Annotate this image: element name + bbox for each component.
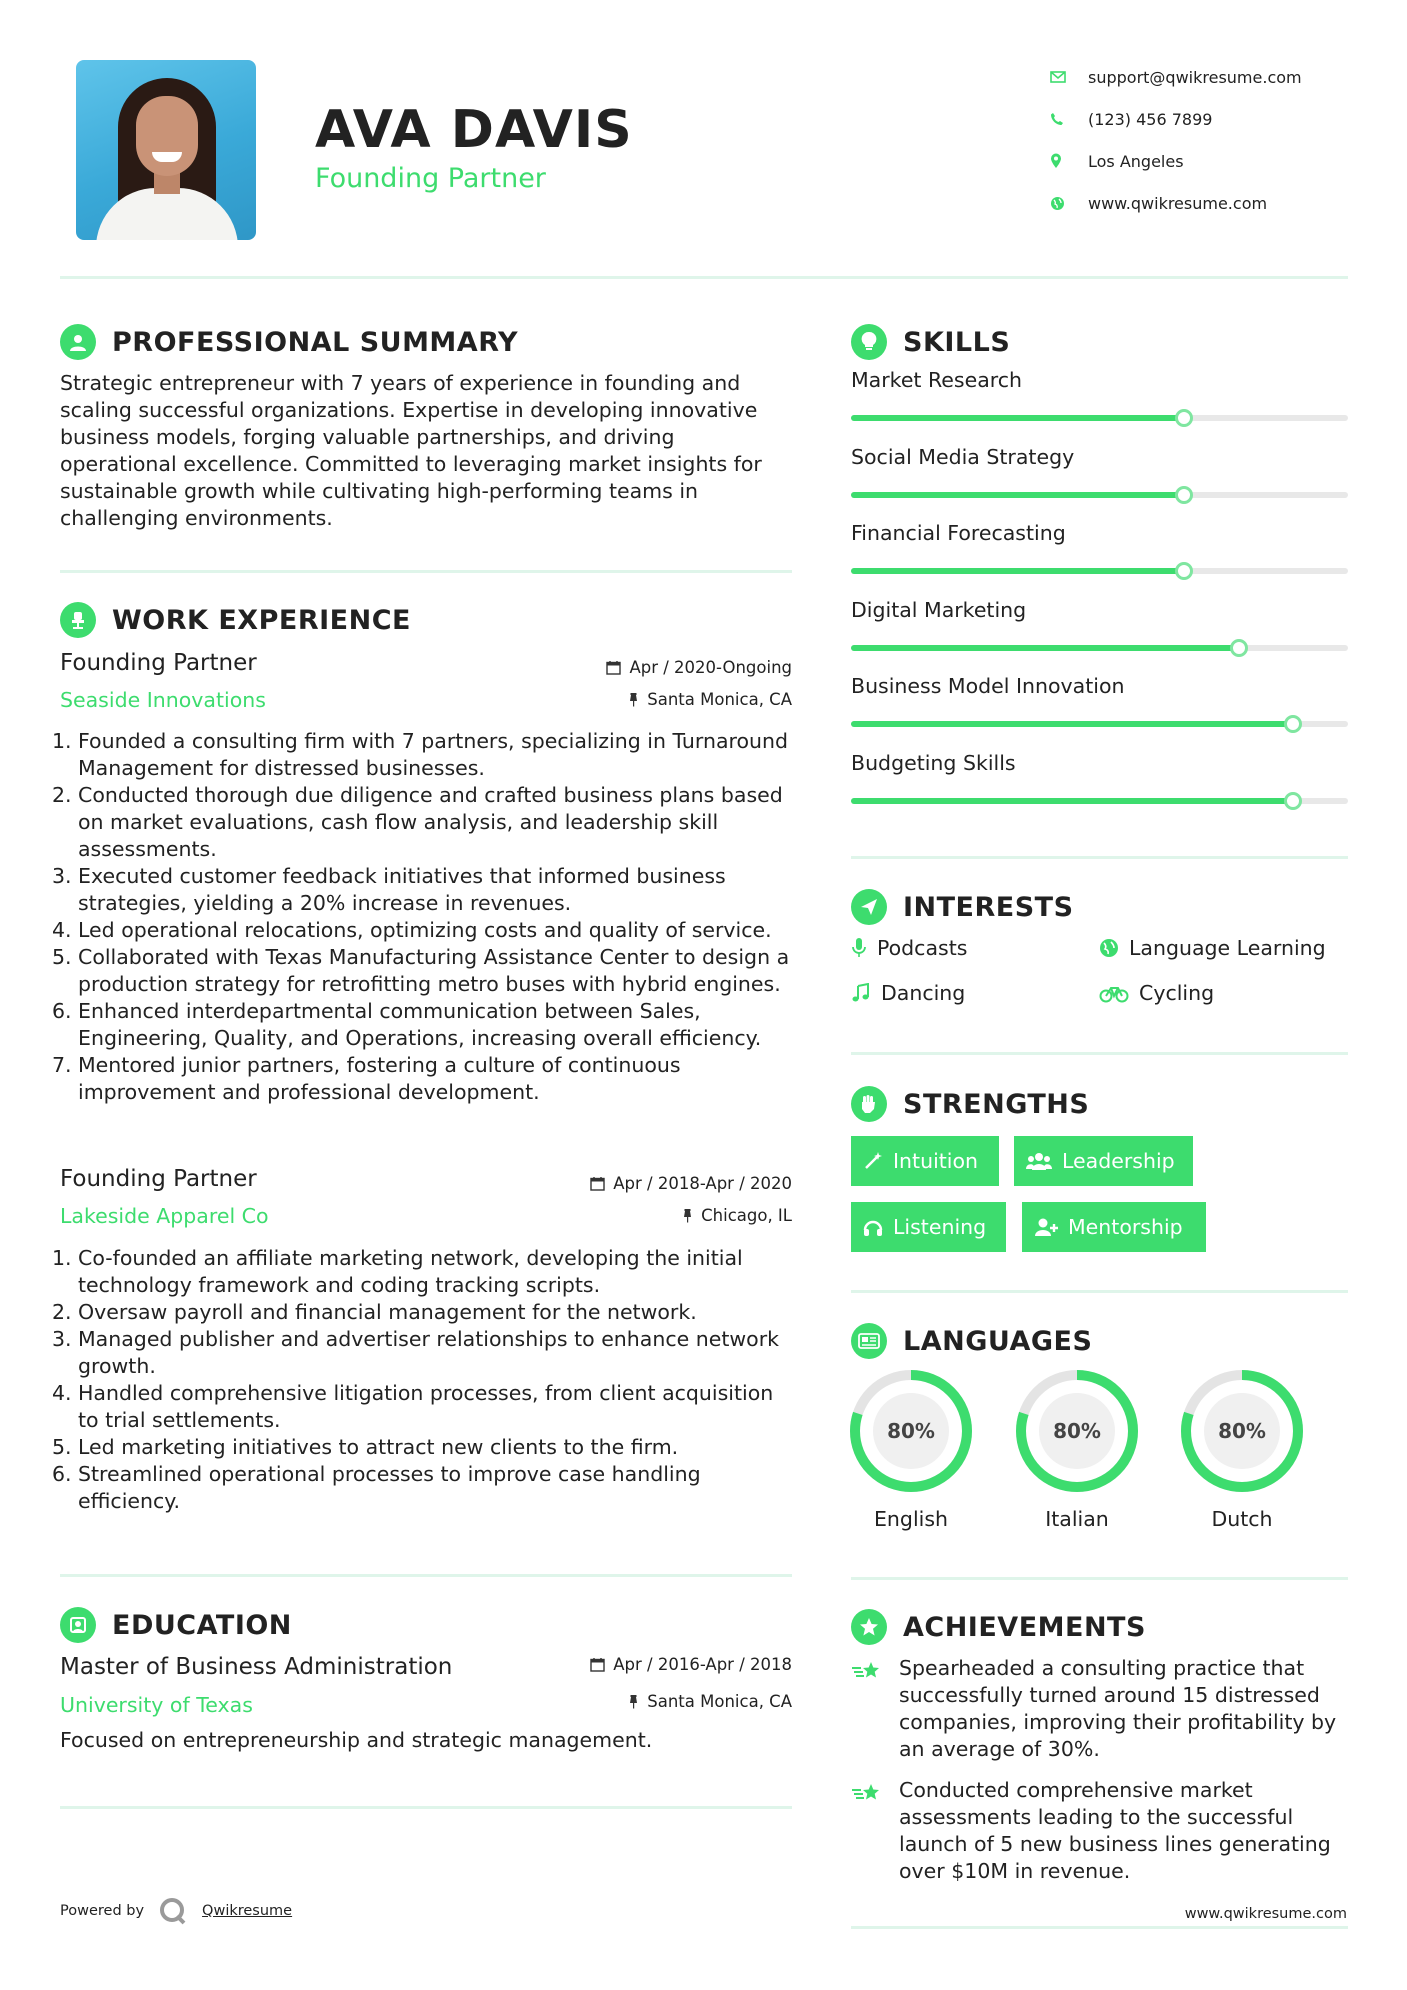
skill-label: Financial Forecasting [851,521,1066,545]
strength-badge: Leadership [1014,1136,1193,1186]
lightbulb-icon [851,324,887,360]
language-progress-ring [849,1369,973,1493]
list-item: 5. Collaborated with Texas Manufacturing Assistance Center to design a production strategy for retrofitting metro buses with hybrid engines. [52,945,790,996]
language-name: Italian [1045,1507,1109,1531]
job-dates: Apr / 2020-Ongoing [520,658,792,677]
skill-bar-fill [851,568,1184,574]
skill-bar [851,415,1348,421]
job-company: Lakeside Apparel Co [60,1204,269,1228]
candidate-title: Founding Partner [315,163,546,194]
contact-location: Los Angeles [1050,140,1302,182]
profile-photo [76,60,256,240]
footer-website[interactable]: www.qwikresume.com [1184,1906,1347,1922]
globe-icon [1099,938,1119,958]
list-item: 2. Oversaw payroll and financial management for the network. [52,1300,697,1324]
list-item: 1. Co-founded an affiliate marketing network, developing the initial technology framework and coding tracking scripts. [52,1246,743,1297]
footer-powered-by: Powered by Qwikresume [60,1896,292,1926]
list-item: 4. Led operational relocations, optimizing costs and quality of service. [52,918,772,942]
work-heading: WORK EXPERIENCE [60,602,411,638]
skill-level-knob [1175,562,1193,580]
strengths-divider [851,1290,1348,1293]
degree-title: Master of Business Administration [60,1654,453,1680]
phone-icon [1050,112,1088,126]
education-dates: Apr / 2016-Apr / 2018 [520,1655,792,1674]
headphones-icon [863,1217,883,1237]
job-location: Santa Monica, CA [520,690,792,709]
achievements-divider [851,1926,1348,1929]
language-name: Dutch [1211,1507,1273,1531]
pushpin-icon [628,692,639,707]
achievement-item: Conducted comprehensive market assessments leading to the successful launch of 5 new business lines generating over $10M in revenue. [851,1777,1359,1885]
qwikresume-logo-icon [158,1896,188,1926]
language-progress-ring [1015,1369,1139,1493]
header-divider [60,276,1348,279]
shooting-star-icon [851,1655,899,1763]
list-item: 7. Mentored junior partners, fostering a culture of continuous improvement and professional development. [52,1053,681,1104]
raised-fist-icon [851,1086,887,1122]
candidate-name: AVA DAVIS [315,100,633,160]
language-progress-ring [1180,1369,1304,1493]
map-pin-icon [1050,153,1088,169]
job-title: Founding Partner [60,1166,257,1192]
job-duties-list [52,1245,800,1515]
interest-language-learning: Language Learning [1099,936,1326,960]
skill-label: Market Research [851,368,1023,392]
interest-podcasts: Podcasts [851,936,967,960]
list-item: 5. Led marketing initiatives to attract new clients to the firm. [52,1435,679,1459]
skill-bar [851,492,1348,498]
strength-badge: Mentorship [1022,1202,1206,1252]
strength-badge: Intuition [851,1136,999,1186]
skills-heading: SKILLS [851,324,1010,360]
office-chair-icon [60,602,96,638]
language-item [1180,1369,1304,1531]
list-item: 2. Conducted thorough due diligence and crafted business plans based on market evaluations, cash flow analysis, and leadership skill assessments. [52,783,783,861]
strength-badge: Listening [851,1202,1006,1252]
star-icon [851,1609,887,1645]
skill-level-knob [1175,409,1193,427]
education-divider [60,1806,792,1809]
shooting-star-icon [851,1777,899,1885]
skills-divider [851,856,1348,859]
paper-plane-icon [851,889,887,925]
list-item: 6. Streamlined operational processes to improve case handling efficiency. [52,1462,701,1513]
skill-level-knob [1230,639,1248,657]
contact-phone[interactable]: (123) 456 7899 [1050,98,1302,140]
job-dates: Apr / 2018-Apr / 2020 [520,1174,792,1193]
contact-email[interactable]: support@qwikresume.com [1050,56,1302,98]
contact-block [1050,56,1302,224]
skill-level-knob [1284,715,1302,733]
skill-label: Budgeting Skills [851,750,1016,775]
languages-heading: LANGUAGES [851,1323,1092,1359]
graduate-icon [60,1607,96,1643]
skill-label: Business Model Innovation [851,674,1125,698]
user-icon [60,324,96,360]
language-name: English [873,1507,949,1531]
interests-heading: INTERESTS [851,889,1074,925]
skill-bar-fill [851,492,1184,498]
interests-divider [851,1052,1348,1055]
skill-level-knob [1284,792,1302,810]
contact-website[interactable]: www.qwikresume.com [1050,182,1302,224]
interest-dancing: Dancing [851,981,965,1005]
users-icon [1026,1151,1052,1171]
list-item: 3. Managed publisher and advertiser relationships to enhance network growth. [52,1327,779,1378]
education-heading: EDUCATION [60,1607,292,1643]
summary-text: Strategic entrepreneur with 7 years of experience in founding and scaling successful organizations. Expertise in developing innovative business models, forging valuable partnerships, and driving operational excellence. Committed to leveraging market insights for sustainable growth while cultivating high-performing teams in challenging environments. [60,371,762,530]
strengths-heading: STRENGTHS [851,1086,1089,1122]
language-percent: 80% [1204,1393,1280,1469]
skill-bar [851,721,1348,727]
user-plus-icon [1034,1217,1058,1237]
skill-label: Social Media Strategy [851,444,1075,469]
pushpin-icon [682,1208,693,1223]
skill-bar-fill [851,798,1293,804]
skill-bar [851,798,1348,804]
skill-bar-fill [851,721,1293,727]
calendar-icon [606,660,621,675]
skill-bar [851,568,1348,574]
magic-wand-icon [863,1151,883,1171]
list-item: 3. Executed customer feedback initiatives that informed business strategies, yielding a 20% increase in revenues. [52,864,726,915]
education-location: Santa Monica, CA [520,1692,792,1711]
interest-cycling: Cycling [1099,981,1214,1005]
summary-divider [60,570,792,573]
achievement-item: Spearheaded a consulting practice that successfully turned around 15 distressed companies, improving their profitability by an average of 30%. [851,1655,1359,1763]
education-description: Focused on entrepreneurship and strategic management. [60,1728,653,1752]
job-duties-list [52,728,800,1106]
globe-icon [1050,196,1088,211]
language-percent: 80% [1039,1393,1115,1469]
brand-link[interactable]: Qwikresume [202,1903,293,1919]
id-card-icon [851,1323,887,1359]
pushpin-icon [628,1694,639,1709]
music-note-icon [851,983,871,1003]
skill-label: Digital Marketing [851,597,1027,622]
language-item [1015,1369,1139,1531]
list-item: 1. Founded a consulting firm with 7 partners, specializing in Turnaround Management for distressed businesses. [52,729,789,780]
job-company: Seaside Innovations [60,688,266,712]
work-divider [60,1574,792,1577]
list-item: 6. Enhanced interdepartmental communication between Sales, Engineering, Quality, and Operations, increasing overall efficiency. [52,999,762,1050]
language-percent: 80% [873,1393,949,1469]
calendar-icon [590,1176,605,1191]
skill-level-knob [1175,486,1193,504]
microphone-icon [851,937,867,959]
list-item: 4. Handled comprehensive litigation processes, from client acquisition to trial settlements. [52,1381,774,1432]
summary-heading: PROFESSIONAL SUMMARY [60,324,518,360]
achievements-heading: ACHIEVEMENTS [851,1609,1146,1645]
skill-bar-fill [851,415,1184,421]
job-title: Founding Partner [60,650,257,676]
job-location: Chicago, IL [520,1206,792,1225]
skill-bar-fill [851,645,1239,651]
language-item [849,1369,973,1531]
skill-bar [851,645,1348,651]
bicycle-icon [1099,983,1129,1003]
envelope-icon [1050,71,1088,83]
calendar-icon [590,1657,605,1672]
school-name: University of Texas [60,1693,253,1717]
languages-divider [851,1577,1348,1580]
